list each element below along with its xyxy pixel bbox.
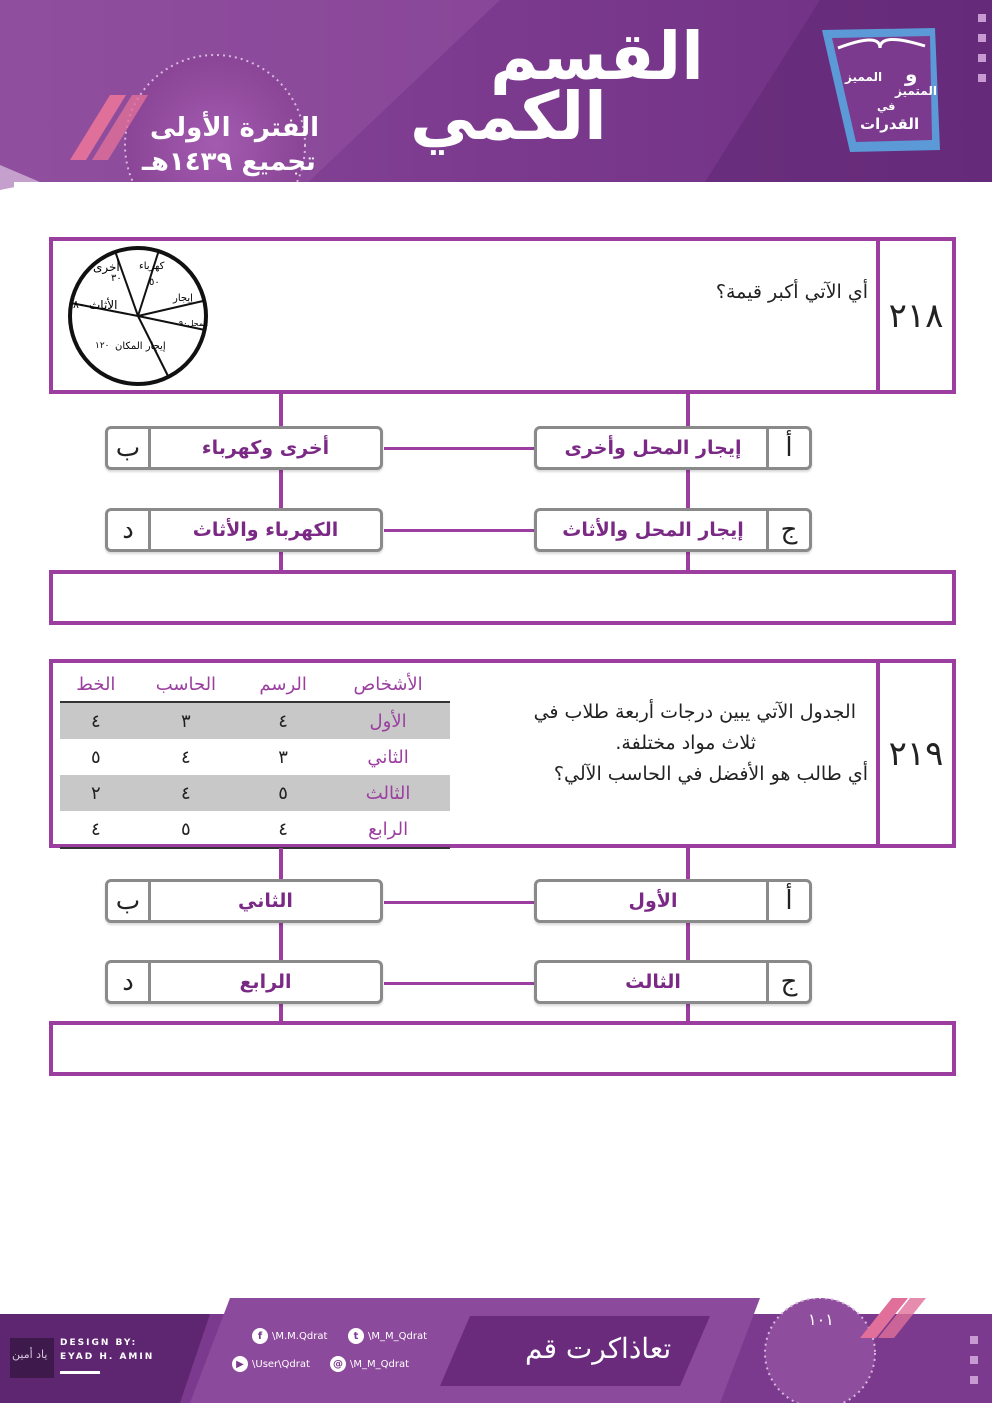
pie-label-shop: المحل٩٠ xyxy=(179,319,209,328)
design-by-label: DESIGN BY: xyxy=(60,1338,138,1348)
option-letter: د xyxy=(108,511,151,549)
table-row xyxy=(60,702,450,739)
cell: ٤ xyxy=(60,811,132,848)
option-d[interactable] xyxy=(105,508,383,552)
option-text: الثالث xyxy=(625,971,681,993)
pie-value-other: ٣٠ xyxy=(111,273,122,284)
at-icon: @ xyxy=(330,1356,346,1372)
cell: ٤ xyxy=(132,775,240,811)
option-b[interactable] xyxy=(105,879,383,923)
table-row xyxy=(60,811,450,848)
youtube-handle: \User\Qdrat xyxy=(252,1358,310,1370)
option-text: الأول xyxy=(628,890,678,912)
footer-slogan: تعاذاكرت قم xyxy=(525,1332,672,1365)
twitter-link[interactable] xyxy=(348,1328,427,1344)
option-letter: ج xyxy=(766,511,809,549)
option-text: الثاني xyxy=(238,890,293,912)
facebook-handle: \M.M.Qdrat xyxy=(272,1330,328,1342)
table-header-row xyxy=(60,667,450,702)
option-d[interactable] xyxy=(105,960,383,1004)
option-c[interactable] xyxy=(534,960,812,1004)
other-social-link[interactable] xyxy=(330,1356,409,1372)
question-text-line1: الجدول الآتي يبين درجات أربعة طلاب في xyxy=(533,701,856,723)
section-title-line2: الكمي xyxy=(410,78,607,155)
logo-text-mumayyaz: المميز xyxy=(845,70,883,84)
pie-value-place-rent: ١٢٠ xyxy=(95,341,110,351)
option-letter: د xyxy=(108,963,151,1001)
cell: ٤ xyxy=(181,746,191,768)
logo-text-fi: في xyxy=(877,100,896,113)
pie-value-electricity: ٥٠ xyxy=(149,277,160,288)
cell: ٥ xyxy=(240,775,326,811)
cell: ٤ xyxy=(60,702,132,739)
header-calligraphy: الخط xyxy=(60,667,132,702)
option-text: إيجار المحل والأثاث xyxy=(562,519,744,541)
header-drawing: الرسم xyxy=(240,667,326,702)
question-218-box xyxy=(49,237,956,394)
option-letter: ج xyxy=(766,963,809,1001)
other-handle: \M_M_Qdrat xyxy=(350,1358,410,1370)
designer-signature: ياد أمين xyxy=(12,1348,48,1361)
logo-text-mutamayyiz: المتميز xyxy=(895,84,937,98)
table-row xyxy=(60,775,450,811)
question-text: أي الآتي أكبر قيمة؟ xyxy=(715,281,868,303)
logo-text-qudrat: القدرات xyxy=(860,115,920,133)
pie-label-electricity: كهرباء xyxy=(139,261,165,272)
option-letter: أ xyxy=(766,429,809,467)
pie-label-place-rent: إيجار المكان xyxy=(115,341,166,352)
page-header xyxy=(0,0,992,190)
option-text: إيجار المحل وأخرى xyxy=(564,437,742,459)
youtube-icon: ▶ xyxy=(232,1356,248,1372)
page-number: ١٠١ xyxy=(808,1310,834,1329)
collection-label: تجميع ١٤٣٩هـ xyxy=(142,147,316,177)
option-letter: ب xyxy=(108,882,151,920)
cell: ٤ xyxy=(240,702,326,739)
cell: ٢ xyxy=(60,775,132,811)
cell: ٣ xyxy=(132,702,240,739)
cell: ٤ xyxy=(240,811,326,848)
option-text: الكهرباء والأثاث xyxy=(192,519,339,541)
option-text: الرابع xyxy=(239,971,292,993)
option-a[interactable] xyxy=(534,426,812,470)
twitter-handle: \M_M_Qdrat xyxy=(368,1330,428,1342)
youtube-link[interactable] xyxy=(232,1356,310,1372)
pie-label-rent: إيجار xyxy=(173,293,193,304)
facebook-link[interactable] xyxy=(252,1328,327,1344)
header-persons: الأشخاص xyxy=(326,667,450,702)
option-b[interactable] xyxy=(105,426,383,470)
logo-text-waw: و xyxy=(905,62,918,86)
designer-name: EYAD H. AMIN xyxy=(60,1352,155,1362)
grades-table xyxy=(60,667,450,849)
question-number: ٢١٩ xyxy=(876,663,952,844)
connector-line xyxy=(384,901,534,904)
pie-label-other: أخرى xyxy=(93,260,120,274)
header-computer: الحاسب xyxy=(132,667,240,702)
cell: ٣ xyxy=(278,746,288,768)
connector-line xyxy=(384,447,534,450)
twitter-icon: t xyxy=(348,1328,364,1344)
connector-line xyxy=(384,529,534,532)
facebook-icon: f xyxy=(252,1328,268,1344)
connector-line xyxy=(384,982,534,985)
option-letter: ب xyxy=(108,429,151,467)
section-title-line1: القسم xyxy=(490,18,704,95)
cell: ٥ xyxy=(132,811,240,848)
cell: الثالث xyxy=(326,775,450,811)
question-text-line3: أي طالب هو الأفضل في الحاسب الآلي؟ xyxy=(553,763,868,785)
period-label: الفترة الأولى xyxy=(150,113,320,143)
question-text-line2: ثلاث مواد مختلفة. xyxy=(615,732,756,754)
page-footer xyxy=(0,1298,992,1403)
question-number: ٢١٨ xyxy=(876,241,952,390)
option-letter: أ xyxy=(766,882,809,920)
pie-label-furniture: الأثاث xyxy=(89,298,118,312)
option-a[interactable] xyxy=(534,879,812,923)
cell: الأول xyxy=(326,702,450,739)
option-c[interactable] xyxy=(534,508,812,552)
option-text: أخرى وكهرباء xyxy=(201,437,330,459)
cell: الثاني xyxy=(367,746,409,768)
pie-chart xyxy=(63,245,213,387)
answer-box[interactable] xyxy=(49,570,956,625)
table-row xyxy=(60,739,450,775)
cell: ٥ xyxy=(91,746,101,768)
cell: الرابع xyxy=(326,811,450,848)
pie-value-furniture: ٨٠ xyxy=(73,298,85,311)
answer-box[interactable] xyxy=(49,1021,956,1076)
footer-background xyxy=(0,1298,992,1403)
